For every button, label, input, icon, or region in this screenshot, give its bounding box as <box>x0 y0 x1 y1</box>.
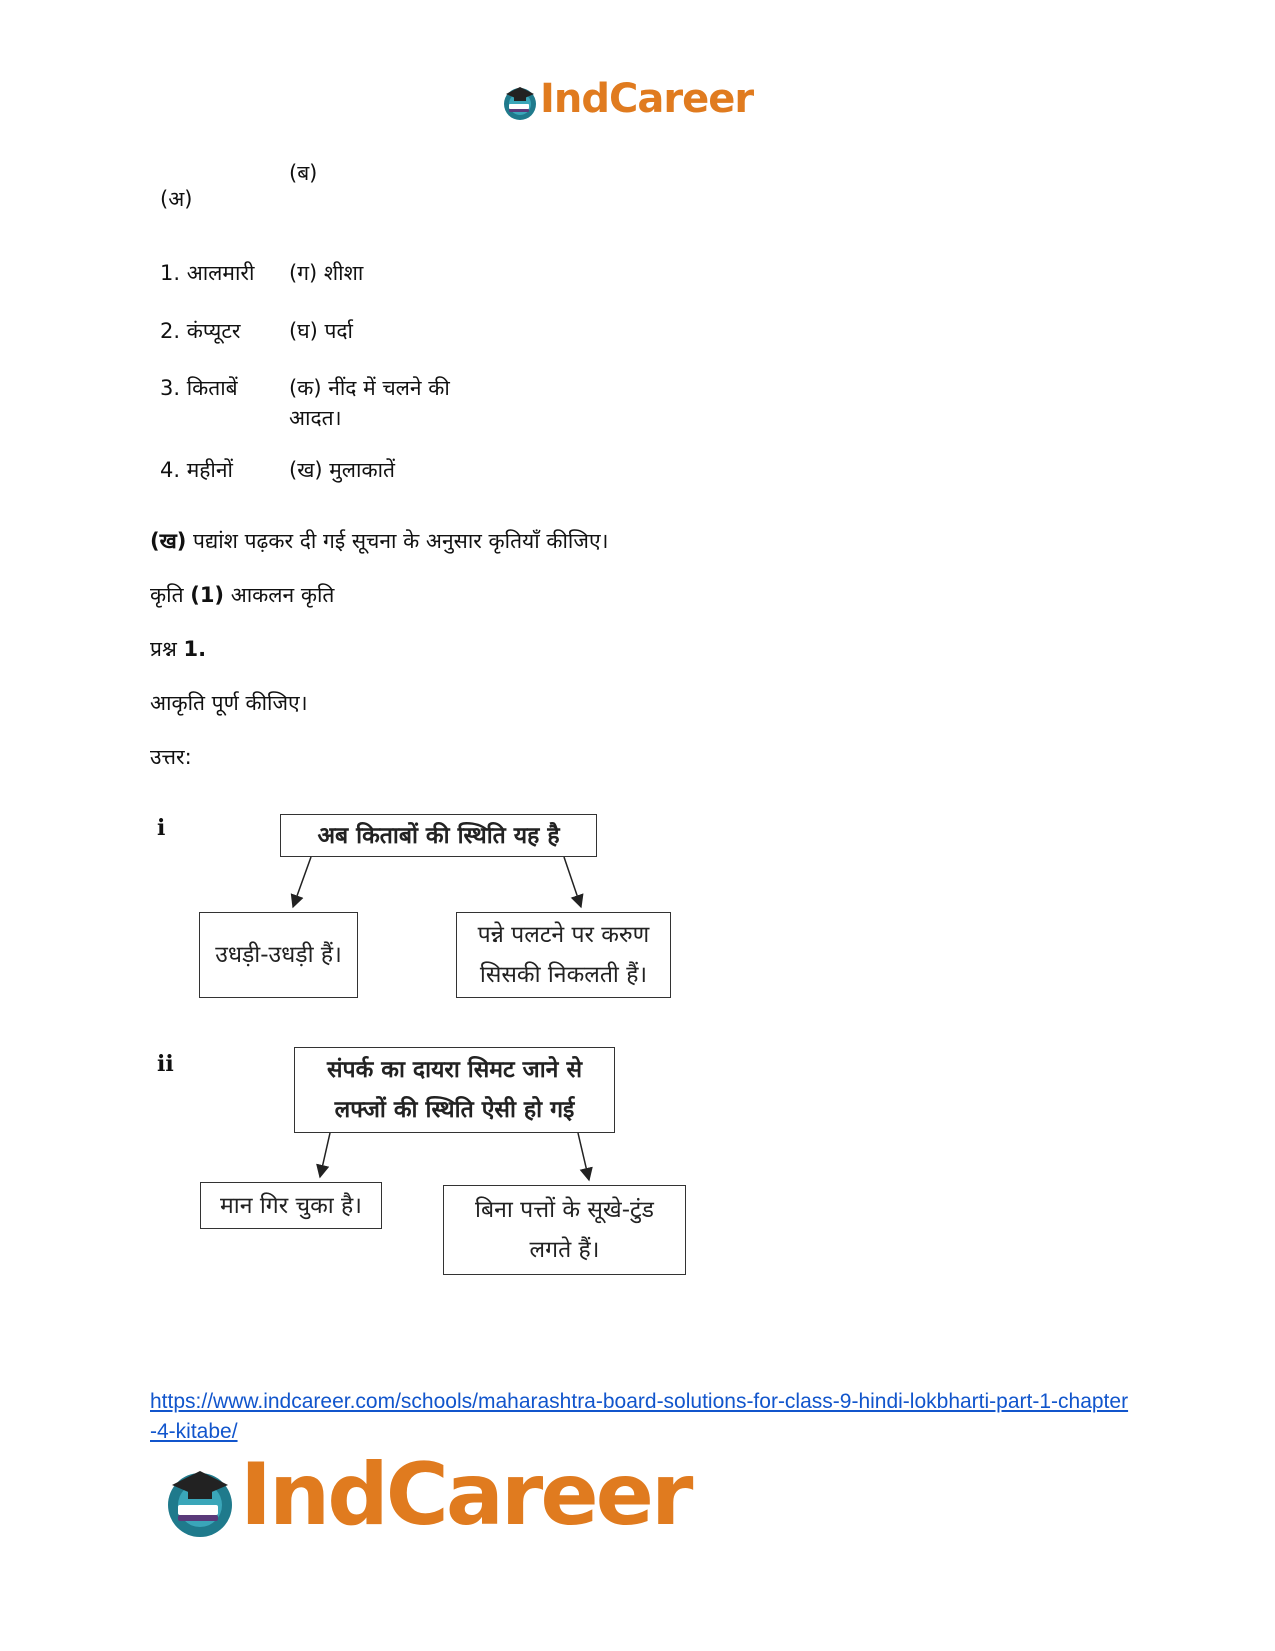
diagram-ii-left-text: मान गिर चुका है। <box>220 1192 362 1219</box>
source-url-link[interactable]: https://www.indcareer.com/schools/maharashtra-board-solutions-for-class-9-hindi-lokbharti-part-1-chapter-4-kitabe/ <box>150 1390 1129 1443</box>
arrow-i-right <box>564 857 581 907</box>
diagram-i-right-box <box>456 912 671 998</box>
kriti-suffix: आकलन कृति <box>224 583 335 607</box>
kriti-prefix: कृति <box>150 583 191 607</box>
match-item-a-3: 3. किताबें <box>160 376 238 400</box>
match-item-a-1: 1. आलमारी <box>160 261 255 285</box>
column-heading-b: (ब) <box>289 161 318 185</box>
answer-label: उत्तर: <box>150 745 192 769</box>
match-item-b-3: (क) नींद में चलने की आदत। <box>289 376 450 430</box>
diagram-i-top-box <box>280 814 597 857</box>
instruction-text: पद्यांश पढ़कर दी गई सूचना के अनुसार कृतियाँ कीजिए। <box>186 529 609 553</box>
match-item-b-2: (घ) पर्दा <box>289 319 353 343</box>
kriti-number: (1) <box>190 583 225 607</box>
column-heading-a: (अ) <box>160 187 193 211</box>
logo-wordmark: IndCareer <box>540 76 754 122</box>
match-item-a-2: 2. कंप्यूटर <box>160 319 241 343</box>
diagram-i-left-box <box>199 912 358 998</box>
diagram-i-left-text: उधड़ी-उधड़ी हैं। <box>215 942 342 968</box>
diagram-ii-top-box <box>294 1047 615 1133</box>
arrow-ii-right <box>578 1133 589 1180</box>
logo-wordmark: IndCareer <box>240 1445 691 1545</box>
match-item-b-4: (ख) मुलाकातें <box>289 458 396 482</box>
arrow-ii-left <box>320 1133 330 1177</box>
diagram-ii-right-text: बिना पत्तों के सूखे-टुंड लगते हैं। <box>475 1197 654 1263</box>
instruction-prefix: (ख) <box>150 529 187 553</box>
diagram-i-right-text: पन्ने पलटने पर करुण सिसकी निकलती हैं। <box>477 922 650 988</box>
diagram-ii-right-box <box>443 1185 686 1275</box>
footer-logo <box>160 1445 700 1555</box>
diagram-i-top-text: अब किताबों की स्थिति यह है <box>317 822 560 849</box>
arrow-i-left <box>293 857 311 907</box>
diagram-label-i: i <box>157 815 166 841</box>
diagram-ii-left-box <box>200 1182 382 1229</box>
graduation-cap-globe-icon <box>160 1461 240 1541</box>
question-prefix: प्रश्न <box>150 637 184 661</box>
question-number: 1. <box>183 637 207 661</box>
diagram-ii-top-text: संपर्क का दायरा सिमट जाने से लफ्जों की स्थिति ऐसी हो गई <box>327 1057 582 1123</box>
diagram-label-ii: ii <box>157 1051 174 1077</box>
match-item-b-1: (ग) शीशा <box>289 261 364 285</box>
match-item-a-4: 4. महीनों <box>160 458 233 482</box>
question-text: आकृति पूर्ण कीजिए। <box>150 691 308 715</box>
